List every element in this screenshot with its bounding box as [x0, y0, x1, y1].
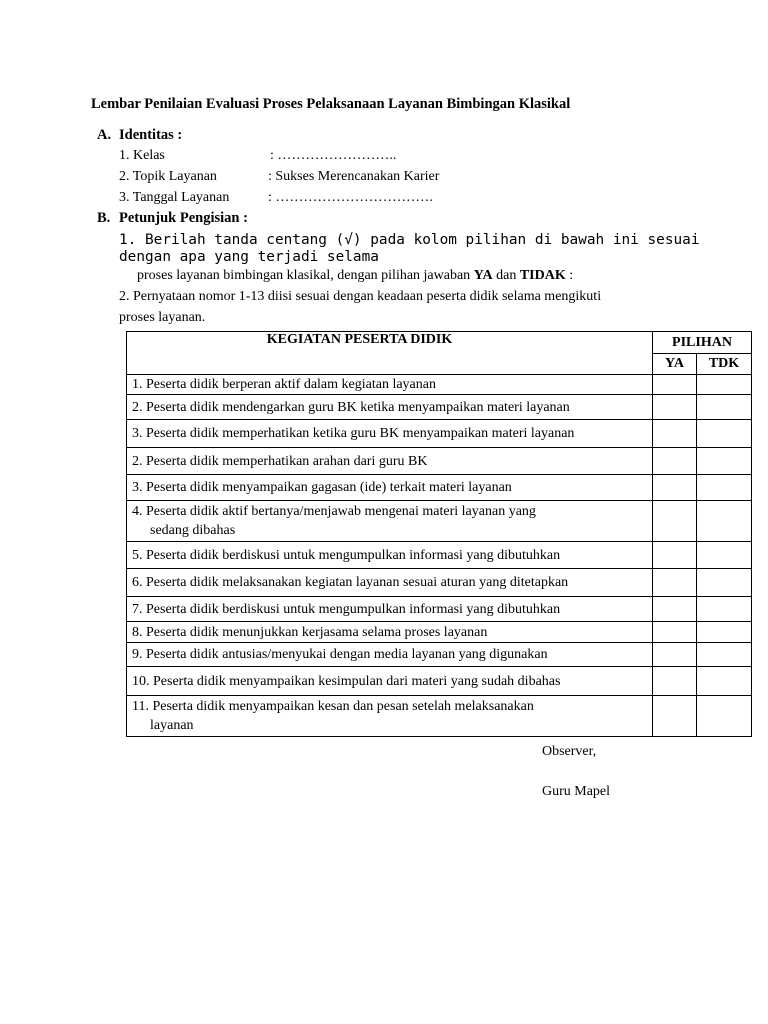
ya-checkbox-cell[interactable]	[653, 622, 697, 643]
row-text: Peserta didik antusias/menyukai dengan media layanan yang digunakan	[146, 647, 548, 662]
table-row	[127, 501, 752, 542]
table-row	[127, 448, 752, 475]
activity-cell	[127, 420, 653, 448]
tdk-checkbox-cell[interactable]	[697, 448, 752, 475]
instruction-and: dan	[492, 268, 520, 283]
section-a-title: Identitas :	[119, 127, 183, 143]
table-row	[127, 622, 752, 643]
activity-cell	[127, 622, 653, 643]
activity-cell	[127, 375, 653, 395]
identity-value: : …………………………….	[268, 190, 433, 205]
row-text: Peserta didik aktif bertanya/menjawab mengenai materi layanan yang	[146, 504, 536, 519]
activity-cell	[127, 475, 653, 501]
instruction-line-1a: 1. Berilah tanda centang (√) pada kolom pilihan di bawah ini sesuai	[119, 232, 700, 248]
ya-checkbox-cell[interactable]	[653, 448, 697, 475]
row-number: 3.	[132, 480, 143, 495]
row-text-continuation: sedang dibahas	[150, 523, 236, 538]
activity-cell	[127, 501, 653, 542]
ya-checkbox-cell[interactable]	[653, 597, 697, 622]
table-row	[127, 667, 752, 696]
tdk-checkbox-cell[interactable]	[697, 667, 752, 696]
table-row	[127, 475, 752, 501]
row-text: Peserta didik melaksanakan kegiatan layanan sesuai aturan yang ditetapkan	[146, 575, 569, 590]
tdk-checkbox-cell[interactable]	[697, 501, 752, 542]
tdk-checkbox-cell[interactable]	[697, 622, 752, 643]
tdk-checkbox-cell[interactable]	[697, 395, 752, 420]
identity-label: 2. Topik Layanan	[119, 169, 217, 184]
instruction-line-4: proses layanan.	[119, 310, 206, 325]
row-number: 4.	[132, 504, 143, 519]
activity-cell	[127, 696, 653, 737]
signature-observer: Observer,	[542, 744, 597, 759]
ya-checkbox-cell[interactable]	[653, 643, 697, 667]
table-row	[127, 569, 752, 597]
ya-checkbox-cell[interactable]	[653, 475, 697, 501]
activity-cell	[127, 542, 653, 569]
row-text: Peserta didik berdiskusi untuk mengumpulkan informasi yang dibutuhkan	[146, 601, 561, 617]
document-title: Lembar Penilaian Evaluasi Proses Pelaksanaan Layanan Bimbingan Klasikal	[91, 96, 571, 112]
row-number: 7.	[132, 601, 143, 617]
row-text: Peserta didik menyampaikan gagasan (ide) terkait materi layanan	[146, 480, 512, 495]
row-number: 2.	[132, 453, 143, 469]
table-row	[127, 395, 752, 420]
tdk-checkbox-cell[interactable]	[697, 420, 752, 448]
row-text: Peserta didik menunjukkan kerjasama selama proses layanan	[146, 624, 488, 640]
row-text: Peserta didik mendengarkan guru BK ketika menyampaikan materi layanan	[146, 399, 570, 415]
row-text: Peserta didik memperhatikan arahan dari guru BK	[146, 453, 428, 469]
tdk-checkbox-cell[interactable]	[697, 542, 752, 569]
row-text: Peserta didik berdiskusi untuk mengumpulkan informasi yang dibutuhkan	[146, 547, 561, 563]
ya-checkbox-cell[interactable]	[653, 667, 697, 696]
evaluation-table	[126, 331, 752, 737]
instruction-line-1b: dengan apa yang terjadi selama	[119, 249, 379, 265]
identity-line	[119, 148, 396, 164]
identity-value: : ……………………..	[270, 148, 397, 163]
row-number: 1.	[132, 377, 143, 392]
instruction-line-3: 2. Pernyataan nomor 1-13 diisi sesuai dengan keadaan peserta didik selama mengikuti	[119, 289, 602, 304]
header-choice: PILIHAN	[653, 332, 752, 354]
activity-cell	[127, 667, 653, 696]
activity-cell	[127, 643, 653, 667]
instruction-colon: :	[565, 268, 574, 283]
ya-checkbox-cell[interactable]	[653, 501, 697, 542]
table-row	[127, 542, 752, 569]
header-ya: YA	[653, 354, 697, 375]
row-number: 5.	[132, 547, 143, 563]
identity-label: 1. Kelas	[119, 148, 165, 163]
section-b-heading	[97, 210, 248, 227]
activity-cell	[127, 597, 653, 622]
row-number: 3.	[132, 426, 143, 441]
section-a-heading	[97, 127, 182, 144]
instruction-line-2	[137, 268, 573, 284]
table-row	[127, 643, 752, 667]
tdk-checkbox-cell[interactable]	[697, 696, 752, 737]
tdk-checkbox-cell[interactable]	[697, 569, 752, 597]
section-b-letter: B.	[97, 210, 111, 226]
signature-role: Guru Mapel	[542, 784, 611, 799]
row-text: Peserta didik berperan aktif dalam kegiatan layanan	[146, 377, 436, 392]
section-a-letter: A.	[97, 127, 112, 143]
row-number: 9.	[132, 647, 143, 662]
row-number: 11.	[132, 699, 149, 714]
row-text: Peserta didik menyampaikan kesan dan pesan setelah melaksanakan	[152, 699, 534, 714]
identity-label: 3. Tanggal Layanan	[119, 190, 230, 205]
activity-cell	[127, 569, 653, 597]
row-number: 6.	[132, 575, 143, 590]
row-number: 8.	[132, 624, 143, 640]
ya-checkbox-cell[interactable]	[653, 542, 697, 569]
tdk-checkbox-cell[interactable]	[697, 643, 752, 667]
tdk-checkbox-cell[interactable]	[697, 375, 752, 395]
row-text: Peserta didik memperhatikan ketika guru BK menyampaikan materi layanan	[146, 426, 575, 441]
activity-cell	[127, 395, 653, 420]
row-number: 2.	[132, 399, 143, 415]
section-b-title: Petunjuk Pengisian :	[119, 210, 248, 226]
identity-value: : Sukses Merencanakan Karier	[268, 169, 440, 184]
identity-line	[119, 169, 439, 185]
ya-checkbox-cell[interactable]	[653, 395, 697, 420]
identity-line	[119, 190, 433, 206]
instruction-ya: YA	[473, 268, 493, 283]
row-text: Peserta didik menyampaikan kesimpulan dari materi yang sudah dibahas	[153, 673, 561, 689]
header-tdk: TDK	[697, 354, 752, 375]
ya-checkbox-cell[interactable]	[653, 420, 697, 448]
row-text-continuation: layanan	[150, 718, 194, 733]
instruction-line-2-text: proses layanan bimbingan klasikal, dengan pilihan jawaban	[137, 268, 474, 283]
table-row	[127, 420, 752, 448]
instruction-tidak: TIDAK	[519, 268, 566, 283]
tdk-checkbox-cell[interactable]	[697, 475, 752, 501]
header-activity: KEGIATAN PESERTA DIDIK	[127, 332, 653, 375]
row-number: 10.	[132, 673, 150, 689]
table-row	[127, 597, 752, 622]
activity-cell	[127, 448, 653, 475]
ya-checkbox-cell[interactable]	[653, 696, 697, 737]
table-row	[127, 375, 752, 395]
ya-checkbox-cell[interactable]	[653, 569, 697, 597]
table-row	[127, 696, 752, 737]
tdk-checkbox-cell[interactable]	[697, 597, 752, 622]
ya-checkbox-cell[interactable]	[653, 375, 697, 395]
